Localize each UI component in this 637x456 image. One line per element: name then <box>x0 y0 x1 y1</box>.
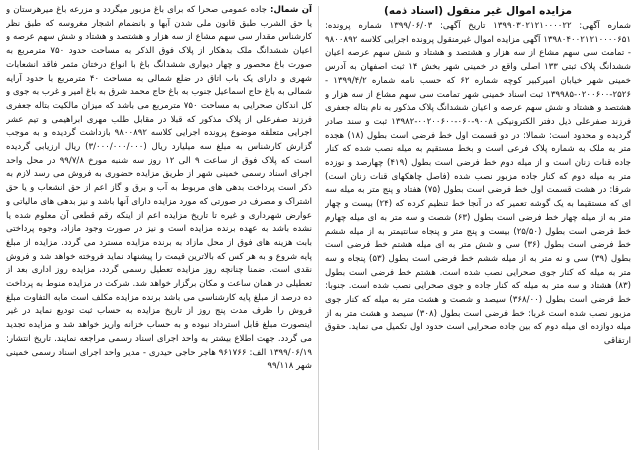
notice-body: شماره آگهی: ۱۳۹۹۰۳۰۲۱۲۱۰۰۰۰۲۲ تاریخ آگهی: ۱۳۹۹/۰۶/۰۳ شماره پرونده: ۱۳۹۸۰۴۰۰۲۱۲۱۰۰۰۰۶۵۱ آگهی مزایده اموال غیرمنقول پرونده اجرایی کلاسه ۹۸۰۰۸۹۲ - تمامت سی سهم مشاع از سه هزار و هشتصد و هشتاد و شش سهم عرصه اعیان ششدانگ پلاک ثبتی ۱۳۳ اصلی واقع در خمینی شهر بخش ۱۴ ثبت اصفهان به آدرس خمینی شهر خیابان امیرکبیر کوچه شماره ۶۲ که حسب نامه شماره ۱۳۹۹/۴/۲ - ۲۵۲۶-۰۲۰۰۶۰۰-۱۳۹۹۸۵ ثبت اسناد خمینی شهر تمامت سی سهم مشاع از سه هزار و هشتصد و هشتاد و شش سهم عرصه و اعیان ششدانگ پلاک مذکور به نام بتاله جعفری فرزند صفرعلی ذیل دفتر الکترونیکی ۹۰۰۸-۰۶۰-۰۰۲۰۰۶۰۰-۱۳۹۸۲ ثبت و سند صادر گردیده و محدود است: شمالا: در دو قسمت اول خط فرضی است بطول (۱۸) هجده متر به ملک به شماره پلاک فرعی است و بخط مستقیم به میله نصب شده که کنار جاده قنات زنان است و از میله دوم خط فرضی است بطول (۴۱۹) چهارصد و نوزده متر به میله دوم که کنار جاده مزبور نصب شده (فاصل چاهکهای قنات زنان است) شرقا: در هشت قسمت اول خط فرضی است بطول (۷۵) هفتاد و پنج متر به میله سه ای که مستقیما به یک گوشه تعمیر که در آنجا خط تنظیم کرده که (۲۴) بیست و چهار متر به از میله چهار خط فرضی است بطول (۶۳) شصت و سه متر به ای میله چهارم خط فرضی است بطول (۲۵/۵۰) بیست و پنج متر و پنجاه سانتیمتر به از میله ششم خط فرضی است بطول (۳۶) سی و شش متر به ای میله هشتم خط فرضی است بطول (۳۹) سی و نه متر به از میله ششم خط فرضی است بطول (۵۳) پنجاه و سه متر به میله که کنار جوی صحرایی نصب شده است. هشتم خط فرضی است بطول (۸۳) هشتاد و سه متر به میله که کنار جاده و جوی صحرایی نصب شده است. جنوبا: خط فرضی است بطول (۳۶۸/۰۰) سیصد و شصت و هشت متر به میله که کنار جوی مزبور نصب شده است غربا: خط فرضی است بطول (۳۰۸) سیصد و هشت متر به از میله دوازده ای میله دوم که بین جاده صحرایی است حدود اول تکمیل می نماید. حقوق ارتفاقی <box>325 21 631 347</box>
continuation-paragraph <box>6 4 312 374</box>
notice-main-column <box>325 4 631 452</box>
notice-title: مزایده اموال غیر منقول (اسناد ذمه) <box>384 5 572 17</box>
continuation-lead: آن شمال: <box>270 5 312 15</box>
column-divider <box>318 6 319 450</box>
continuation-body: جاده عمومی صحرا که برای باغ مزبور میگردد و مزرعه باغ میرهرستان و یا حق الشرب طبق قانون ملی شدن آبها و بانضمام اشجار مغروسه که طبق نظر کارشناس مقدار سی سهم مشاع از سه هزار و هشتصد و هشتاد و شش سهم عرصه و اعیان ششدانگ ملک بدهکار از پلاک فوق الذکر به مساحت حدود ۷۵۰ مترمربع به صورت باغ محصور و چهار دیواری ششدانگ باغ با انواع درختان مثمر فاقد انشعابات شهری و دارای یک باب اتاق در ضلع شمالی به مساحت ۴۰ مترمربع با حدود آرایه شمالی به باغ حاج اسماعیل جنوب به باغ حاج محمد شرق به باغ امیر و غرب به جوی و کل اندکان صحرایی به مساحت ۷۵۰ مترمربع می باشد که میزان مالکیت بتاله جعفری فرزند صفرعلی از پلاک مذکور که قبلا در مقابل طلب مهری ابراهیمی و تیم عشر اجرایی متعلقه موضوع پرونده اجرایی کلاسه ۹۸۰۰۸۹۲ بازداشت گردیده و به موجب گزارش کارشناس به مبلغ سه میلیارد ریال (۳/۰۰۰/۰۰۰/۰۰۰) ریال ارزیابی گردیده است که پلاک فوق از ساعت ۹ الی ۱۲ روز سه شنبه مورخ ۹۹/۷/۸ در محل واحد اجرای اسناد رسمی خمینی شهر از طریق مزایده حضوری به فروش می رسد لازم به ذکر است پرداخت بدهی های مربوط به آب و برق و گاز اعم از حق انشعاب و یا حق اشتراک و مصرف در صورتی که مورد مزایده دارای آنها باشد و نیز بدهی های مالیاتی و عوارض شهرداری و غیره تا تاریخ مزایده اعم از اینکه رقم قطعی آن معلوم شده یا نشده باشد به عهده برنده مزایده است و نیز در صورت وجود مازاد، وجوه پرداختی بابت هزینه های فوق از محل مازاد به برنده مزایده مسترد می گردد. مزایده از مبلغ پایه شروع و به هر کس که بالاترین قیمت را پیشنهاد نماید فروخته خواهد شد و فروش نقدی است. ضمنا چنانچه روز مزایده تعطیل رسمی گردد، مزایده روز اداری بعد از تعطیلی در همان ساعت و مکان برگزار خواهد شد. شرکت در مزایده منوط به پرداخت ده درصد از مبلغ پایه کارشناسی می باشد برنده مزایده مکلف است مابه التفاوت مبلغ فروش را ظرف مدت پنج روز از تاریخ مزایده به حساب ثبت تودیع نماید در غیر اینصورت مبلغ قابل استرداد نبوده و به حساب خزانه واریز خواهد شد و مزایده تجدید می گردد. جهت اطلاع بیشتر به واحد اجرای اسناد رسمی مراجعه نمایند. تاریخ انتشار: ۱۳۹۹/۰۶/۱۹ الف: ۹۶۱۷۶۶ هاجر حاجی حیدری - مدیر واحد اجرای اسناد رسمی خمینی شهر ۹۹/۱۱۸ <box>6 5 312 372</box>
notice-continuation-column <box>6 4 312 452</box>
